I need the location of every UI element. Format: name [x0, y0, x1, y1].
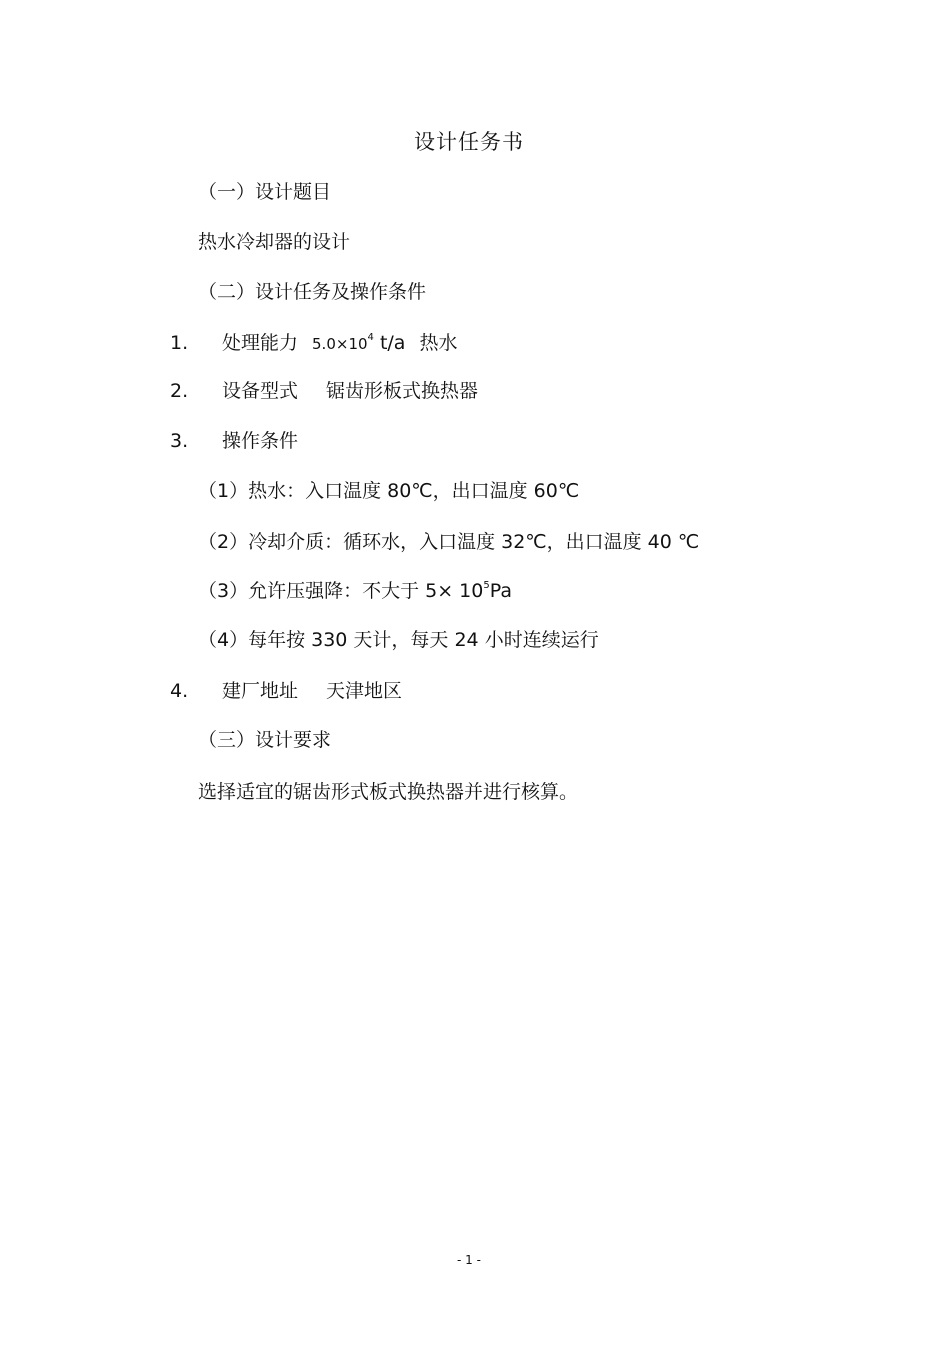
section-2-heading: （二）设计任务及操作条件	[198, 281, 427, 303]
item-1-text	[222, 331, 457, 356]
item-1-value-base: 5.0×10	[312, 335, 368, 353]
item-1-value-exponent: 4	[367, 332, 374, 343]
condition-4: （4）每年按 330 天计，每天 24 小时连续运行	[198, 629, 599, 651]
condition-1: （1）热水：入口温度 80℃，出口温度 60℃	[198, 480, 580, 502]
condition-3-suffix: Pa	[489, 580, 512, 602]
section-3-heading: （三）设计要求	[198, 729, 332, 751]
item-4-text	[222, 679, 402, 703]
item-4-label: 建厂地址	[222, 680, 299, 702]
document-title: 设计任务书	[414, 130, 524, 154]
item-2-label: 设备型式	[222, 380, 299, 402]
item-1-number: 1.	[170, 332, 189, 354]
page-number: - 1 -	[457, 1253, 481, 1267]
item-3-number: 3.	[170, 430, 189, 452]
item-4-number: 4.	[170, 680, 189, 702]
item-2-value: 锯齿形板式换热器	[326, 380, 479, 402]
condition-3-prefix: （3）允许压强降：不大于 5× 10	[198, 580, 484, 602]
condition-3-exponent: 5	[483, 580, 490, 591]
condition-3	[198, 579, 512, 603]
section-1-heading: （一）设计题目	[198, 181, 332, 203]
section-3-content: 选择适宜的锯齿形式板式换热器并进行核算。	[198, 781, 579, 803]
item-2-text	[222, 379, 478, 403]
item-1-label: 处理能力	[222, 332, 299, 354]
condition-2: （2）冷却介质：循环水，入口温度 32℃，出口温度 40 ℃	[198, 531, 700, 553]
item-2-number: 2.	[170, 380, 189, 402]
section-1-content: 热水冷却器的设计	[198, 231, 351, 253]
item-1-value-note: 热水	[419, 332, 458, 354]
item-1-value-unit: t/a	[373, 332, 406, 354]
item-4-value: 天津地区	[326, 680, 403, 702]
item-3-label: 操作条件	[222, 430, 299, 452]
